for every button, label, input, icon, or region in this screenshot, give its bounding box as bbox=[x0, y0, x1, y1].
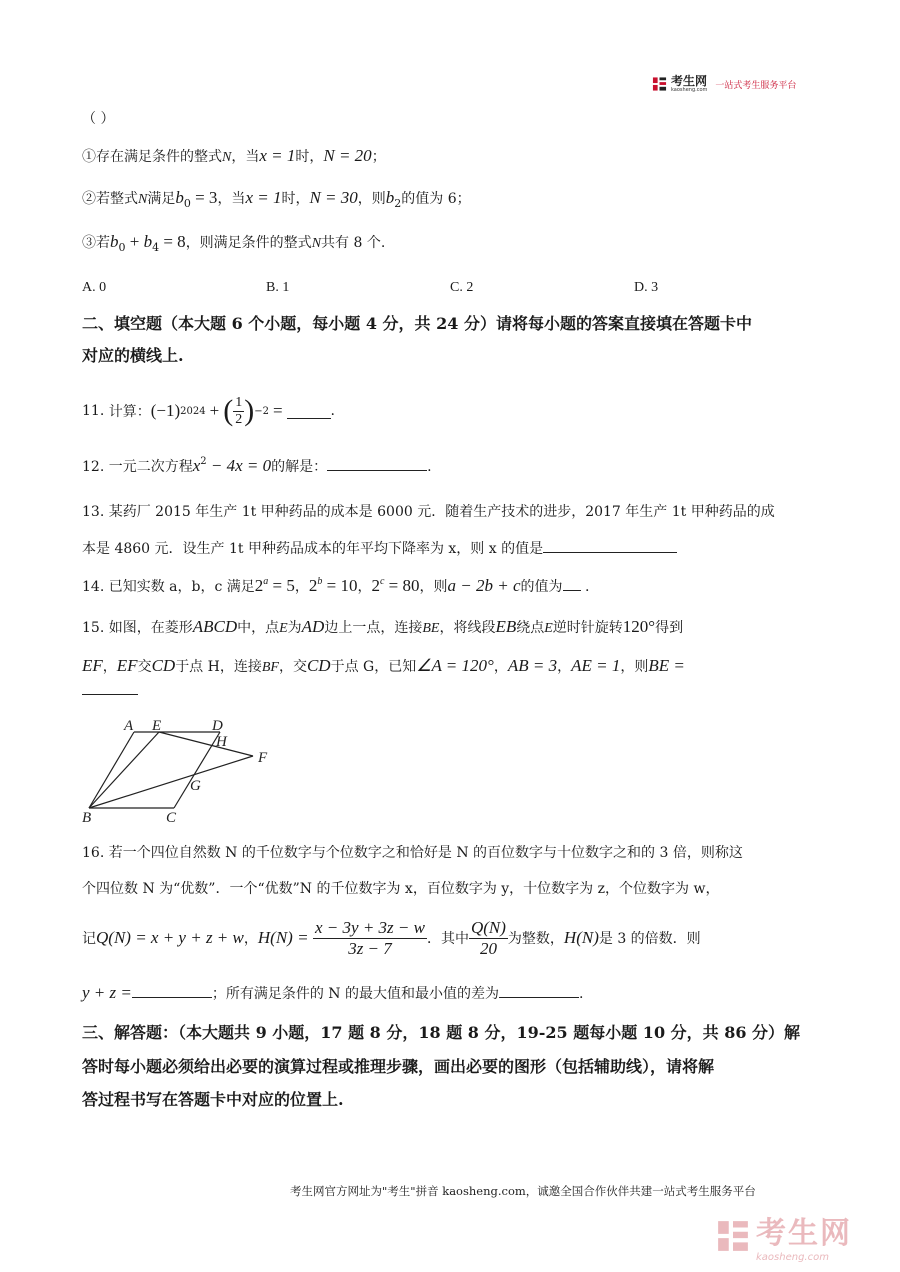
question-16-line4: y + z = ；所有满足条件的 N 的最大值和最小值的差为 . bbox=[82, 983, 584, 1002]
kaosheng-logo-icon bbox=[652, 76, 667, 92]
header-logo bbox=[652, 74, 796, 94]
label-D: D bbox=[212, 718, 223, 734]
q13-answer-blank[interactable] bbox=[543, 538, 677, 553]
option-a: A. 0 bbox=[82, 280, 107, 295]
segment-EF bbox=[159, 732, 253, 756]
q10-paren: （ ） bbox=[82, 111, 115, 127]
logo-text bbox=[671, 73, 708, 93]
q16-blank-2[interactable] bbox=[499, 983, 579, 998]
label-A: A bbox=[124, 718, 134, 734]
rhombus-figure bbox=[78, 716, 278, 826]
q15-answer-blank[interactable] bbox=[82, 694, 138, 695]
section3-heading-line2: 答时每小题必须给出必要的演算过程或推理步骤，画出必要的图形（包括辅助线），请将解 bbox=[82, 1057, 715, 1076]
logo-name: 考生网 bbox=[671, 73, 708, 88]
question-11: 11. 计算： (−1) 2024 + ( $\frac{1}{2}$ ) −2 = . bbox=[82, 394, 335, 427]
question-12: 12. 一元二次方程$x^2 - 4x = 0$的解是： . bbox=[82, 456, 432, 475]
label-H: H bbox=[216, 734, 227, 750]
q14-answer-blank[interactable] bbox=[563, 576, 581, 591]
option-b: B. 1 bbox=[266, 280, 290, 295]
watermark-logo-icon bbox=[716, 1216, 750, 1256]
question-15-line2: EF，EF交CD于点 H，连接BF，交CD于点 G，已知∠A = 120°，AB = 3，AE = 1，则BE = bbox=[82, 656, 685, 675]
segment-DC bbox=[174, 732, 220, 808]
logo-domain: kaosheng.com bbox=[671, 86, 708, 93]
q-fraction: $\frac{Q(N)}{20}$ bbox=[470, 917, 506, 958]
question-14: 14. 已知实数 a，b，c 满足$2^a = 5$，$2^b = 10$，$2^c = 80$，则a − 2b + c的值为 . bbox=[82, 576, 590, 595]
segment-BA bbox=[89, 732, 134, 808]
footer-text: 考生网官方网址为"考生"拼音 kaosheng.com，诚邀全国合作伙伴共建一站式考生服务平台 bbox=[290, 1184, 756, 1198]
header-slogan: 一站式考生服务平台 bbox=[715, 80, 797, 91]
label-F: F bbox=[258, 750, 268, 766]
label-G: G bbox=[190, 778, 201, 794]
question-16-line2: 个四位数 N 为“优数”．一个“优数”N 的千位数字为 x，百位数字为 y，十位数字为 z，个位数字为 w， bbox=[82, 881, 720, 897]
watermark-domain: kaosheng.com bbox=[756, 1252, 829, 1263]
section2-heading-line2: 对应的横线上. bbox=[82, 346, 184, 365]
q11-fraction: $\frac{1}{2}$ bbox=[235, 394, 243, 427]
q10-statement-2: ②若整式N满足$b_0 = 3$，当x = 1时，N = 30，则$b_2$的值为 6； bbox=[82, 188, 471, 210]
section3-heading-line1: 三、解答题：（本大题共 9 小题，17 题 8 分，18 题 8 分，19-25 题每小题 10 分，共 86 分）解 bbox=[82, 1023, 801, 1042]
question-16-line3: 记 Q(N) = x + y + z + w ， H(N) = $\frac{x - 3y + 3z - w}{3z - 7}$ ．其中 $\frac{Q(N)}{20}$ 为整数， H(N) 是 3 的倍数．则 bbox=[82, 917, 701, 958]
question-16-line1: 16. 若一个四位自然数 N 的千位数字与个位数字之和恰好是 N 的百位数字与十位数字之和的 3 倍，则称这 bbox=[82, 845, 743, 861]
question-13-line1: 13. 某药厂 2015 年生产 1t 甲种药品的成本是 6000 元．随着生产技术的进步，2017 年生产 1t 甲种药品的成 bbox=[82, 504, 775, 520]
question-15-line1: 15. 如图，在菱形ABCD中，点E为AD边上一点，连接BE，将线段EB绕点E逆时针旋转120°得到 bbox=[82, 617, 684, 636]
label-B: B bbox=[82, 810, 92, 826]
label-C: C bbox=[166, 810, 177, 826]
h-fraction: $\frac{x - 3y + 3z - w}{3z - 7}$ bbox=[315, 917, 425, 958]
q11-answer-blank[interactable] bbox=[287, 404, 331, 419]
q10-statement-1: ①存在满足条件的整式N，当x = 1时，N = 20； bbox=[82, 146, 386, 165]
section2-heading-line1: 二、填空题（本大题 6 个小题，每小题 4 分，共 24 分）请将每小题的答案直接填在答题卡中 bbox=[82, 314, 752, 333]
section3-heading-line3: 答过程书写在答题卡中对应的位置上. bbox=[82, 1090, 344, 1109]
watermark bbox=[716, 1208, 852, 1263]
q12-answer-blank[interactable] bbox=[327, 456, 427, 471]
question-13-line2: 本是 4860 元．设生产 1t 甲种药品成本的年平均下降率为 x，则 x 的值是 bbox=[82, 538, 677, 558]
option-c: C. 2 bbox=[450, 280, 474, 295]
option-d: D. 3 bbox=[634, 280, 659, 295]
q10-statement-3: ③若$b_0 + b_4 = 8$，则满足条件的整式N共有 8 个. bbox=[82, 232, 386, 254]
watermark-name: 考生网 bbox=[756, 1216, 852, 1251]
q16-blank-1[interactable] bbox=[132, 983, 212, 998]
label-E: E bbox=[152, 718, 162, 734]
